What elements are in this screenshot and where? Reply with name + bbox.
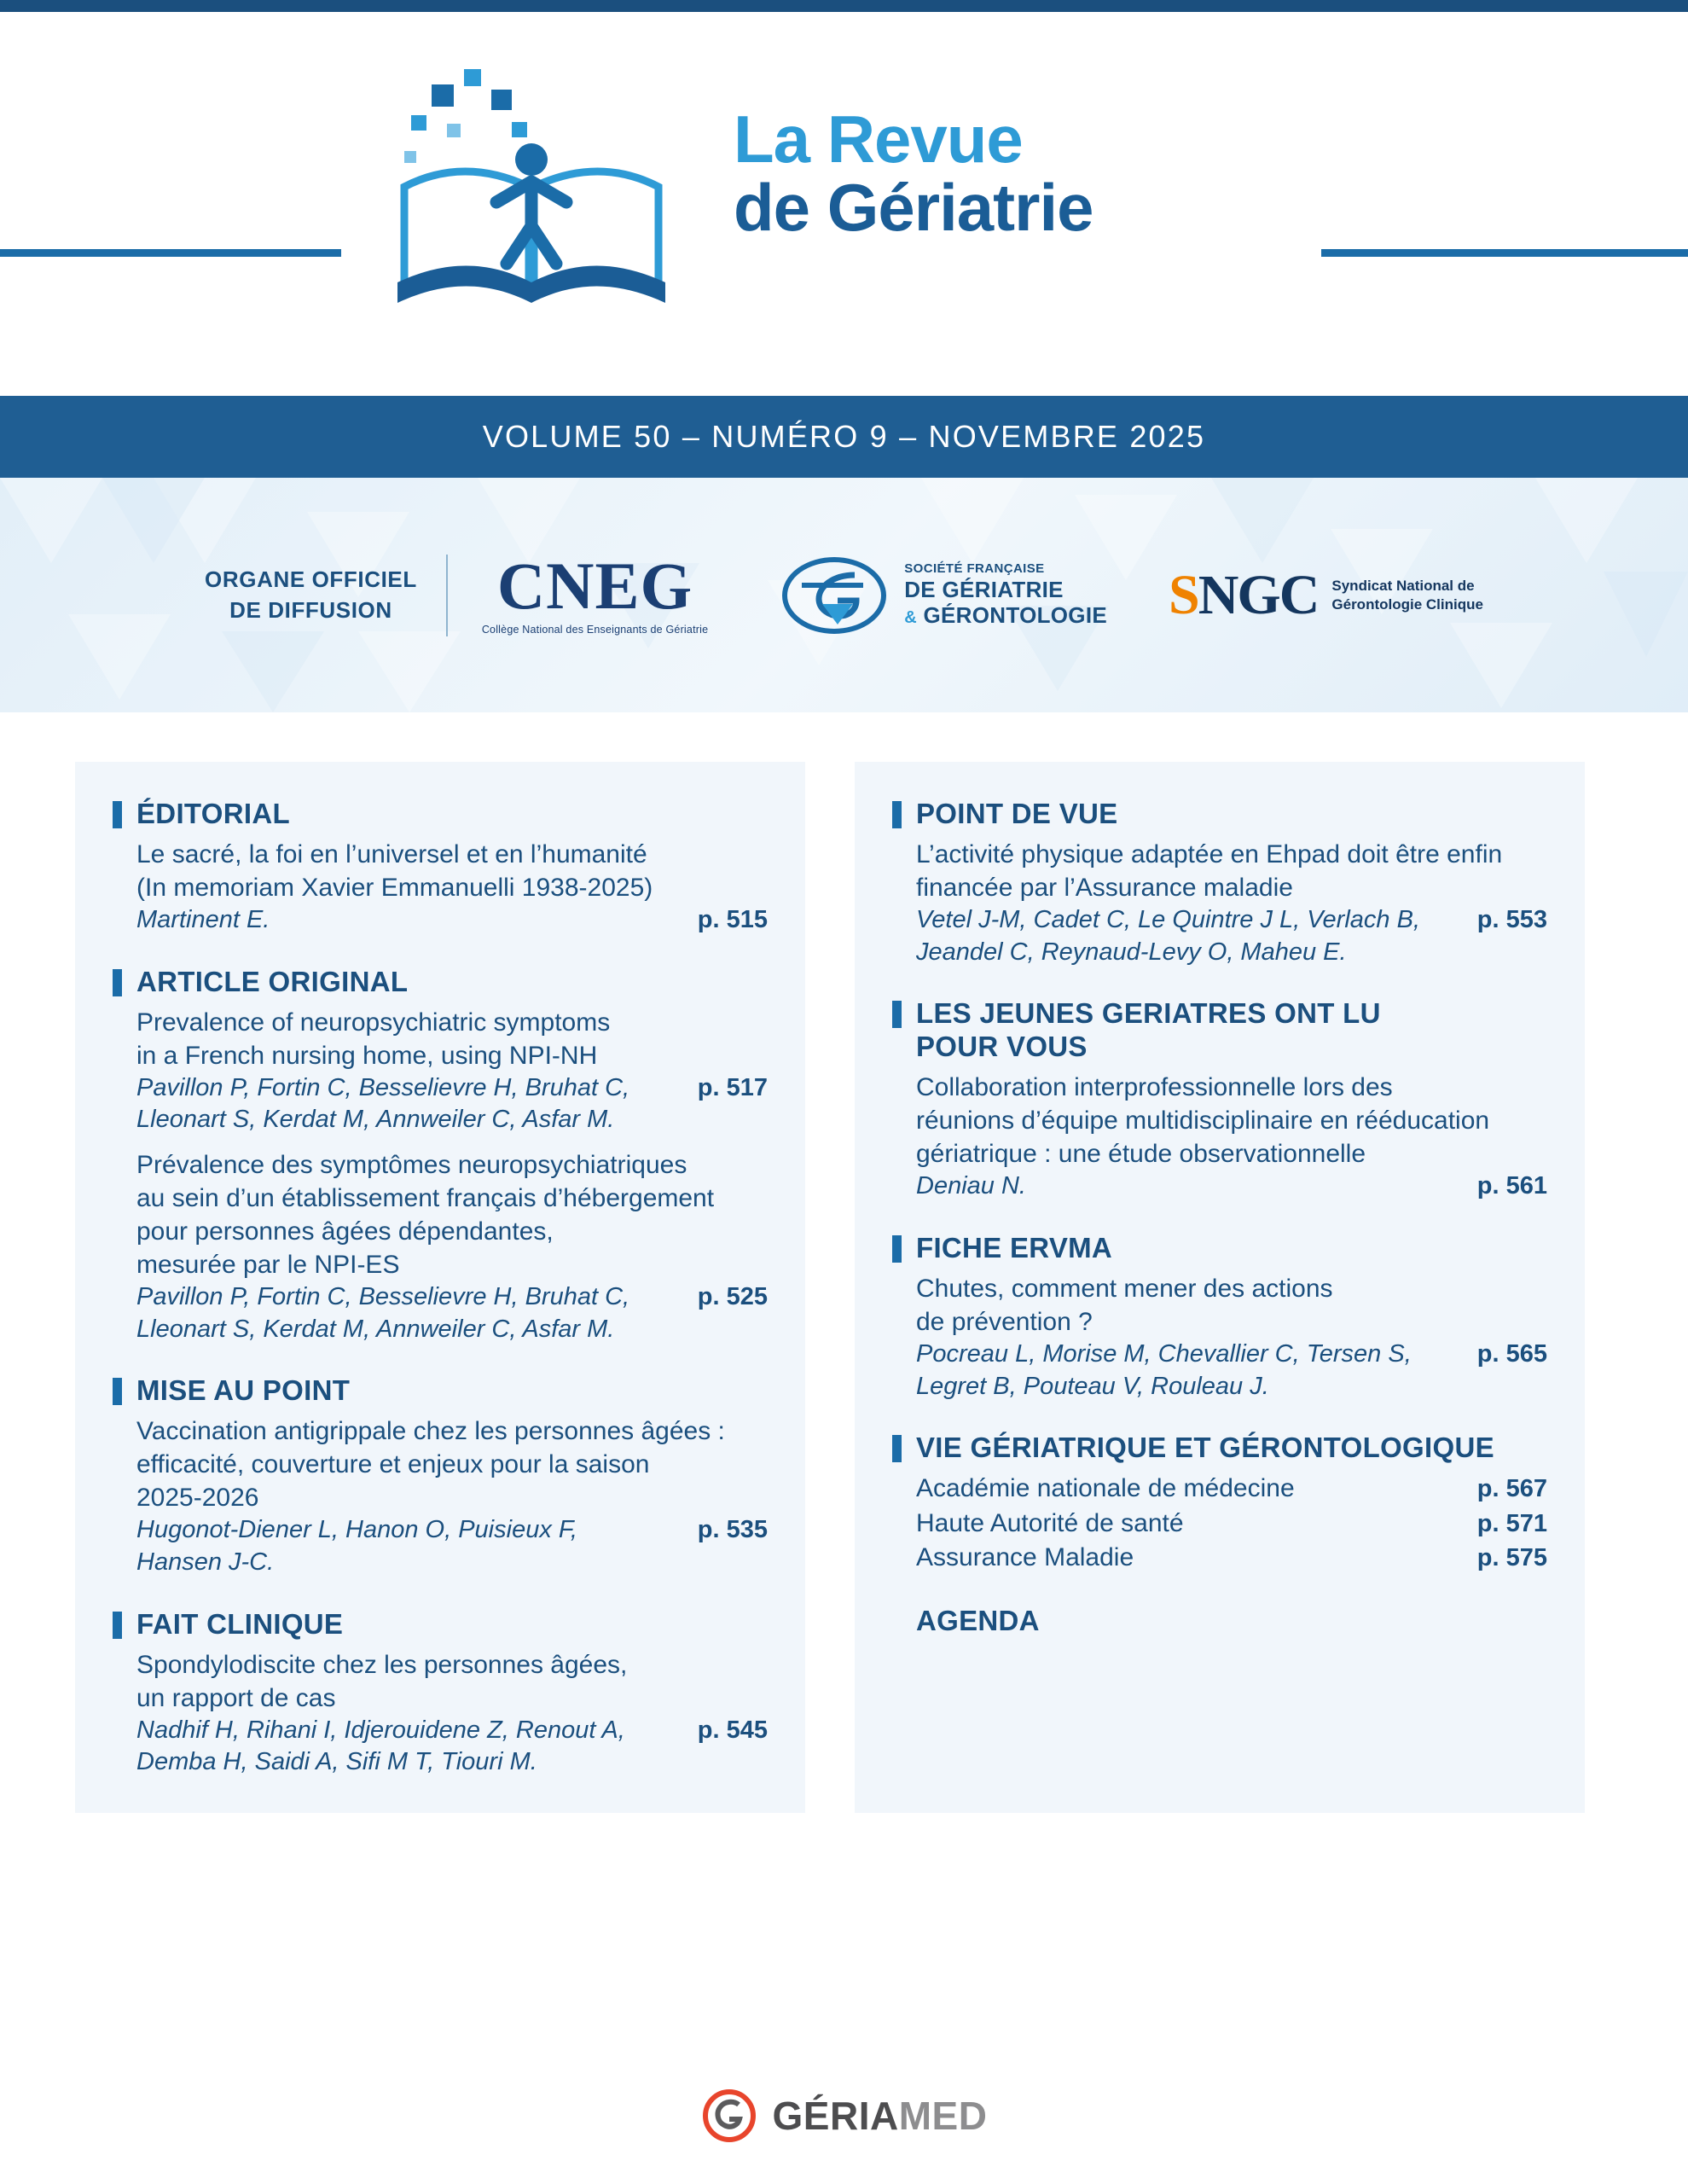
journal-title-line1: La Revue — [734, 102, 1023, 177]
sngc-line1: Syndicat National de — [1331, 578, 1475, 595]
toc-section-header — [113, 798, 768, 831]
section-accent-bar — [113, 969, 122, 996]
toc-section — [892, 798, 1547, 968]
section-accent-bar — [892, 1001, 902, 1028]
toc-article-authors: Pavillon P, Fortin C, Besselievre H, Bruhat C, Lleonart S, Kerdat M, Annweiler C, Asfar M. — [136, 1282, 630, 1343]
sngc-logo — [1169, 563, 1483, 626]
toc-section-title[interactable]: FICHE ERVMA — [916, 1231, 1113, 1263]
toc-article[interactable] — [136, 838, 768, 937]
toc-entry-page[interactable]: p. 567 — [1476, 1475, 1547, 1503]
cneg-acronym: CNEG — [496, 549, 693, 624]
toc-section-body — [892, 1071, 1547, 1203]
toc-article-authors: Vetel J-M, Cadet C, Le Quintre J L, Verlach B, Jeandel C, Reynaud-Levy O, Maheu E. — [916, 905, 1420, 966]
toc-article-authors-row — [916, 904, 1547, 968]
section-accent-bar — [892, 1435, 902, 1462]
toc-article-page[interactable]: p. 525 — [697, 1282, 768, 1310]
toc-section-header — [892, 997, 1547, 1064]
toc-section-title[interactable]: POINT DE VUE — [916, 798, 1118, 829]
toc-article-authors: Nadhif H, Rihani I, Idjerouidene Z, Renout A, Demba H, Saidi A, Sifi M T, Tiouri M. — [136, 1716, 625, 1776]
toc-section-header — [113, 1374, 768, 1408]
section-accent-bar — [892, 1235, 902, 1263]
toc-article-page[interactable]: p. 553 — [1476, 905, 1547, 933]
toc-article-title[interactable]: L’activité physique adaptée en Ehpad doit être enfin financée par l’Assurance maladie — [916, 839, 1503, 902]
toc-article-authors-row — [136, 904, 768, 937]
sfgg-logo — [781, 556, 1107, 635]
toc-article-authors: Deniau N. — [916, 1172, 1026, 1200]
masthead-rule-left — [0, 249, 341, 257]
volume-bar — [0, 396, 1688, 478]
sfgg-text — [904, 561, 1107, 629]
toc-section-header — [113, 1608, 768, 1641]
toc-section-title[interactable]: AGENDA — [916, 1604, 1040, 1636]
toc-article[interactable] — [916, 838, 1547, 968]
geriamed-circle-g-icon — [701, 2088, 757, 2144]
organe-line1: ORGANE OFFICIEL — [205, 566, 417, 593]
toc-section — [892, 1432, 1547, 1575]
toc-article-authors: Pocreau L, Morise M, Chevallier C, Tersen S, Legret B, Pouteau V, Rouleau J. — [916, 1339, 1412, 1400]
section-accent-bar — [113, 1612, 122, 1639]
toc-simple-entry[interactable] — [916, 1507, 1547, 1542]
toc-section-body — [113, 1006, 768, 1346]
toc-article-title[interactable]: Vaccination antigrippale chez les personnes âgées : efficacité, couverture et enjeux pour la saison 2025-2026 — [136, 1417, 725, 1513]
open-book-with-figure-icon — [392, 59, 682, 323]
toc-article[interactable] — [136, 1414, 768, 1578]
footer — [0, 2048, 1688, 2184]
toc-article[interactable] — [916, 1272, 1547, 1403]
sfgg-mark-icon — [781, 556, 892, 635]
cneg-fullname: Collège National des Enseignants de Gériatrie — [481, 623, 709, 636]
toc-article-authors-row — [136, 1072, 768, 1136]
toc-section-body — [113, 838, 768, 937]
footer-wordmark — [773, 2093, 988, 2139]
toc-section — [113, 1374, 768, 1578]
journal-title — [734, 102, 1093, 245]
journal-title-line2: de Gériatrie — [734, 169, 1093, 245]
toc-simple-entry[interactable] — [916, 1472, 1547, 1507]
toc-article-page[interactable]: p. 545 — [697, 1716, 768, 1744]
toc-section — [892, 1232, 1547, 1403]
toc-article-page[interactable]: p. 517 — [697, 1073, 768, 1101]
section-accent-bar — [113, 1378, 122, 1405]
toc-article-title[interactable]: Le sacré, la foi en l’universel et en l’humanité (In memoriam Xavier Emmanuelli 1938-2025) — [136, 839, 653, 902]
toc-article[interactable] — [136, 1006, 768, 1136]
toc-section-header — [892, 1605, 1547, 1638]
sngc-mark — [1169, 563, 1319, 626]
toc-section-body — [113, 1414, 768, 1578]
sponsor-band — [0, 478, 1688, 712]
toc-section — [113, 798, 768, 937]
toc-column-right — [855, 762, 1585, 1813]
toc-section — [113, 1608, 768, 1779]
sngc-mark-s: S — [1169, 563, 1198, 626]
toc-section — [892, 1605, 1547, 1638]
organe-line2: DE DIFFUSION — [229, 596, 392, 623]
toc-entry-page[interactable]: p. 575 — [1476, 1544, 1547, 1572]
toc-section-body — [892, 1472, 1547, 1576]
sngc-mark-ngc: NGC — [1198, 563, 1319, 626]
toc-article-title[interactable]: Prévalence des symptômes neuropsychiatriques au sein d’un établissement français d’hébergement pour personnes âgées dépendantes, mesurée par le NPI-ES — [136, 1150, 715, 1279]
toc-section-header — [892, 1232, 1547, 1265]
toc-article-page[interactable]: p. 535 — [697, 1516, 768, 1544]
toc-article[interactable] — [136, 1648, 768, 1779]
journal-logo — [392, 59, 682, 323]
toc-article-title[interactable]: Collaboration interprofessionnelle lors des réunions d’équipe multidisciplinaire en rééducation gériatrique : une étude observationnelle — [916, 1073, 1490, 1169]
toc-section-header — [892, 1432, 1547, 1465]
toc-article-authors-row — [136, 1514, 768, 1578]
table-of-contents — [0, 712, 1688, 1813]
toc-entry-label[interactable]: Assurance Maladie — [916, 1543, 1134, 1572]
footer-word-b: MED — [898, 2094, 988, 2138]
volume-bar-text: VOLUME 50 – NUMÉRO 9 – NOVEMBRE 2025 — [482, 419, 1206, 454]
masthead-rule-right — [1321, 249, 1688, 257]
toc-article-title[interactable]: Prevalence of neuropsychiatric symptoms in a French nursing home, using NPI-NH — [136, 1008, 611, 1070]
sfgg-amp: & — [904, 608, 917, 628]
toc-article-page[interactable]: p. 561 — [1476, 1172, 1547, 1200]
sfgg-line3: GÉRONTOLOGIE — [923, 602, 1107, 629]
sngc-line2: Gérontologie Clinique — [1331, 595, 1483, 613]
section-accent-bar — [113, 801, 122, 828]
toc-section-title[interactable]: ÉDITORIAL — [136, 798, 290, 829]
toc-section — [892, 997, 1547, 1203]
toc-article-authors: Pavillon P, Fortin C, Besselievre H, Bruhat C, Lleonart S, Kerdat M, Annweiler C, Asfar M. — [136, 1073, 630, 1134]
toc-article-title[interactable]: Chutes, comment mener des actions de prévention ? — [916, 1274, 1333, 1336]
toc-section-header — [113, 966, 768, 999]
toc-section-header — [892, 798, 1547, 831]
toc-article-page[interactable]: p. 515 — [697, 905, 768, 933]
masthead — [0, 0, 1688, 396]
cneg-logo — [481, 549, 709, 636]
toc-article-authors-row — [136, 1281, 768, 1345]
toc-entry-label[interactable]: Académie nationale de médecine — [916, 1474, 1295, 1503]
toc-article-authors-row — [136, 1715, 768, 1779]
toc-entry-label[interactable]: Haute Autorité de santé — [916, 1508, 1184, 1537]
toc-section-body — [113, 1648, 768, 1779]
toc-entry-page[interactable]: p. 571 — [1476, 1509, 1547, 1537]
toc-simple-entry[interactable] — [916, 1541, 1547, 1576]
footer-word-a: GÉRIA — [772, 2094, 899, 2138]
toc-section-title[interactable]: LES JEUNES GERIATRES ONT LU POUR VOUS — [916, 997, 1381, 1063]
toc-section-title[interactable]: FAIT CLINIQUE — [136, 1607, 344, 1640]
toc-section-body — [892, 1272, 1547, 1403]
sponsor-divider — [446, 555, 448, 636]
toc-article[interactable] — [136, 1148, 768, 1345]
toc-section — [113, 966, 768, 1346]
toc-article-title[interactable]: Spondylodiscite chez les personnes âgées, un rapport de cas — [136, 1650, 628, 1712]
section-accent-bar — [892, 801, 902, 828]
toc-article-authors: Hugonot-Diener L, Hanon O, Puisieux F, Hansen J-C. — [136, 1516, 577, 1576]
toc-section-title[interactable]: MISE AU POINT — [136, 1374, 351, 1407]
toc-article[interactable] — [916, 1071, 1547, 1203]
toc-section-title[interactable]: ARTICLE ORIGINAL — [136, 965, 409, 997]
toc-article-authors-row — [916, 1170, 1547, 1203]
sfgg-line1: SOCIÉTÉ FRANÇAISE — [904, 561, 1045, 576]
toc-article-page[interactable]: p. 565 — [1476, 1339, 1547, 1368]
toc-section-body — [892, 838, 1547, 968]
toc-section-title[interactable]: VIE GÉRIATRIQUE ET GÉRONTOLOGIQUE — [916, 1432, 1494, 1464]
sngc-text — [1331, 577, 1483, 613]
toc-article-authors-row — [916, 1339, 1547, 1403]
organe-officiel-label — [205, 565, 417, 624]
toc-article-authors: Martinent E. — [136, 905, 270, 933]
toc-column-left — [75, 762, 805, 1813]
sfgg-line2: DE GÉRIATRIE — [904, 576, 1064, 602]
